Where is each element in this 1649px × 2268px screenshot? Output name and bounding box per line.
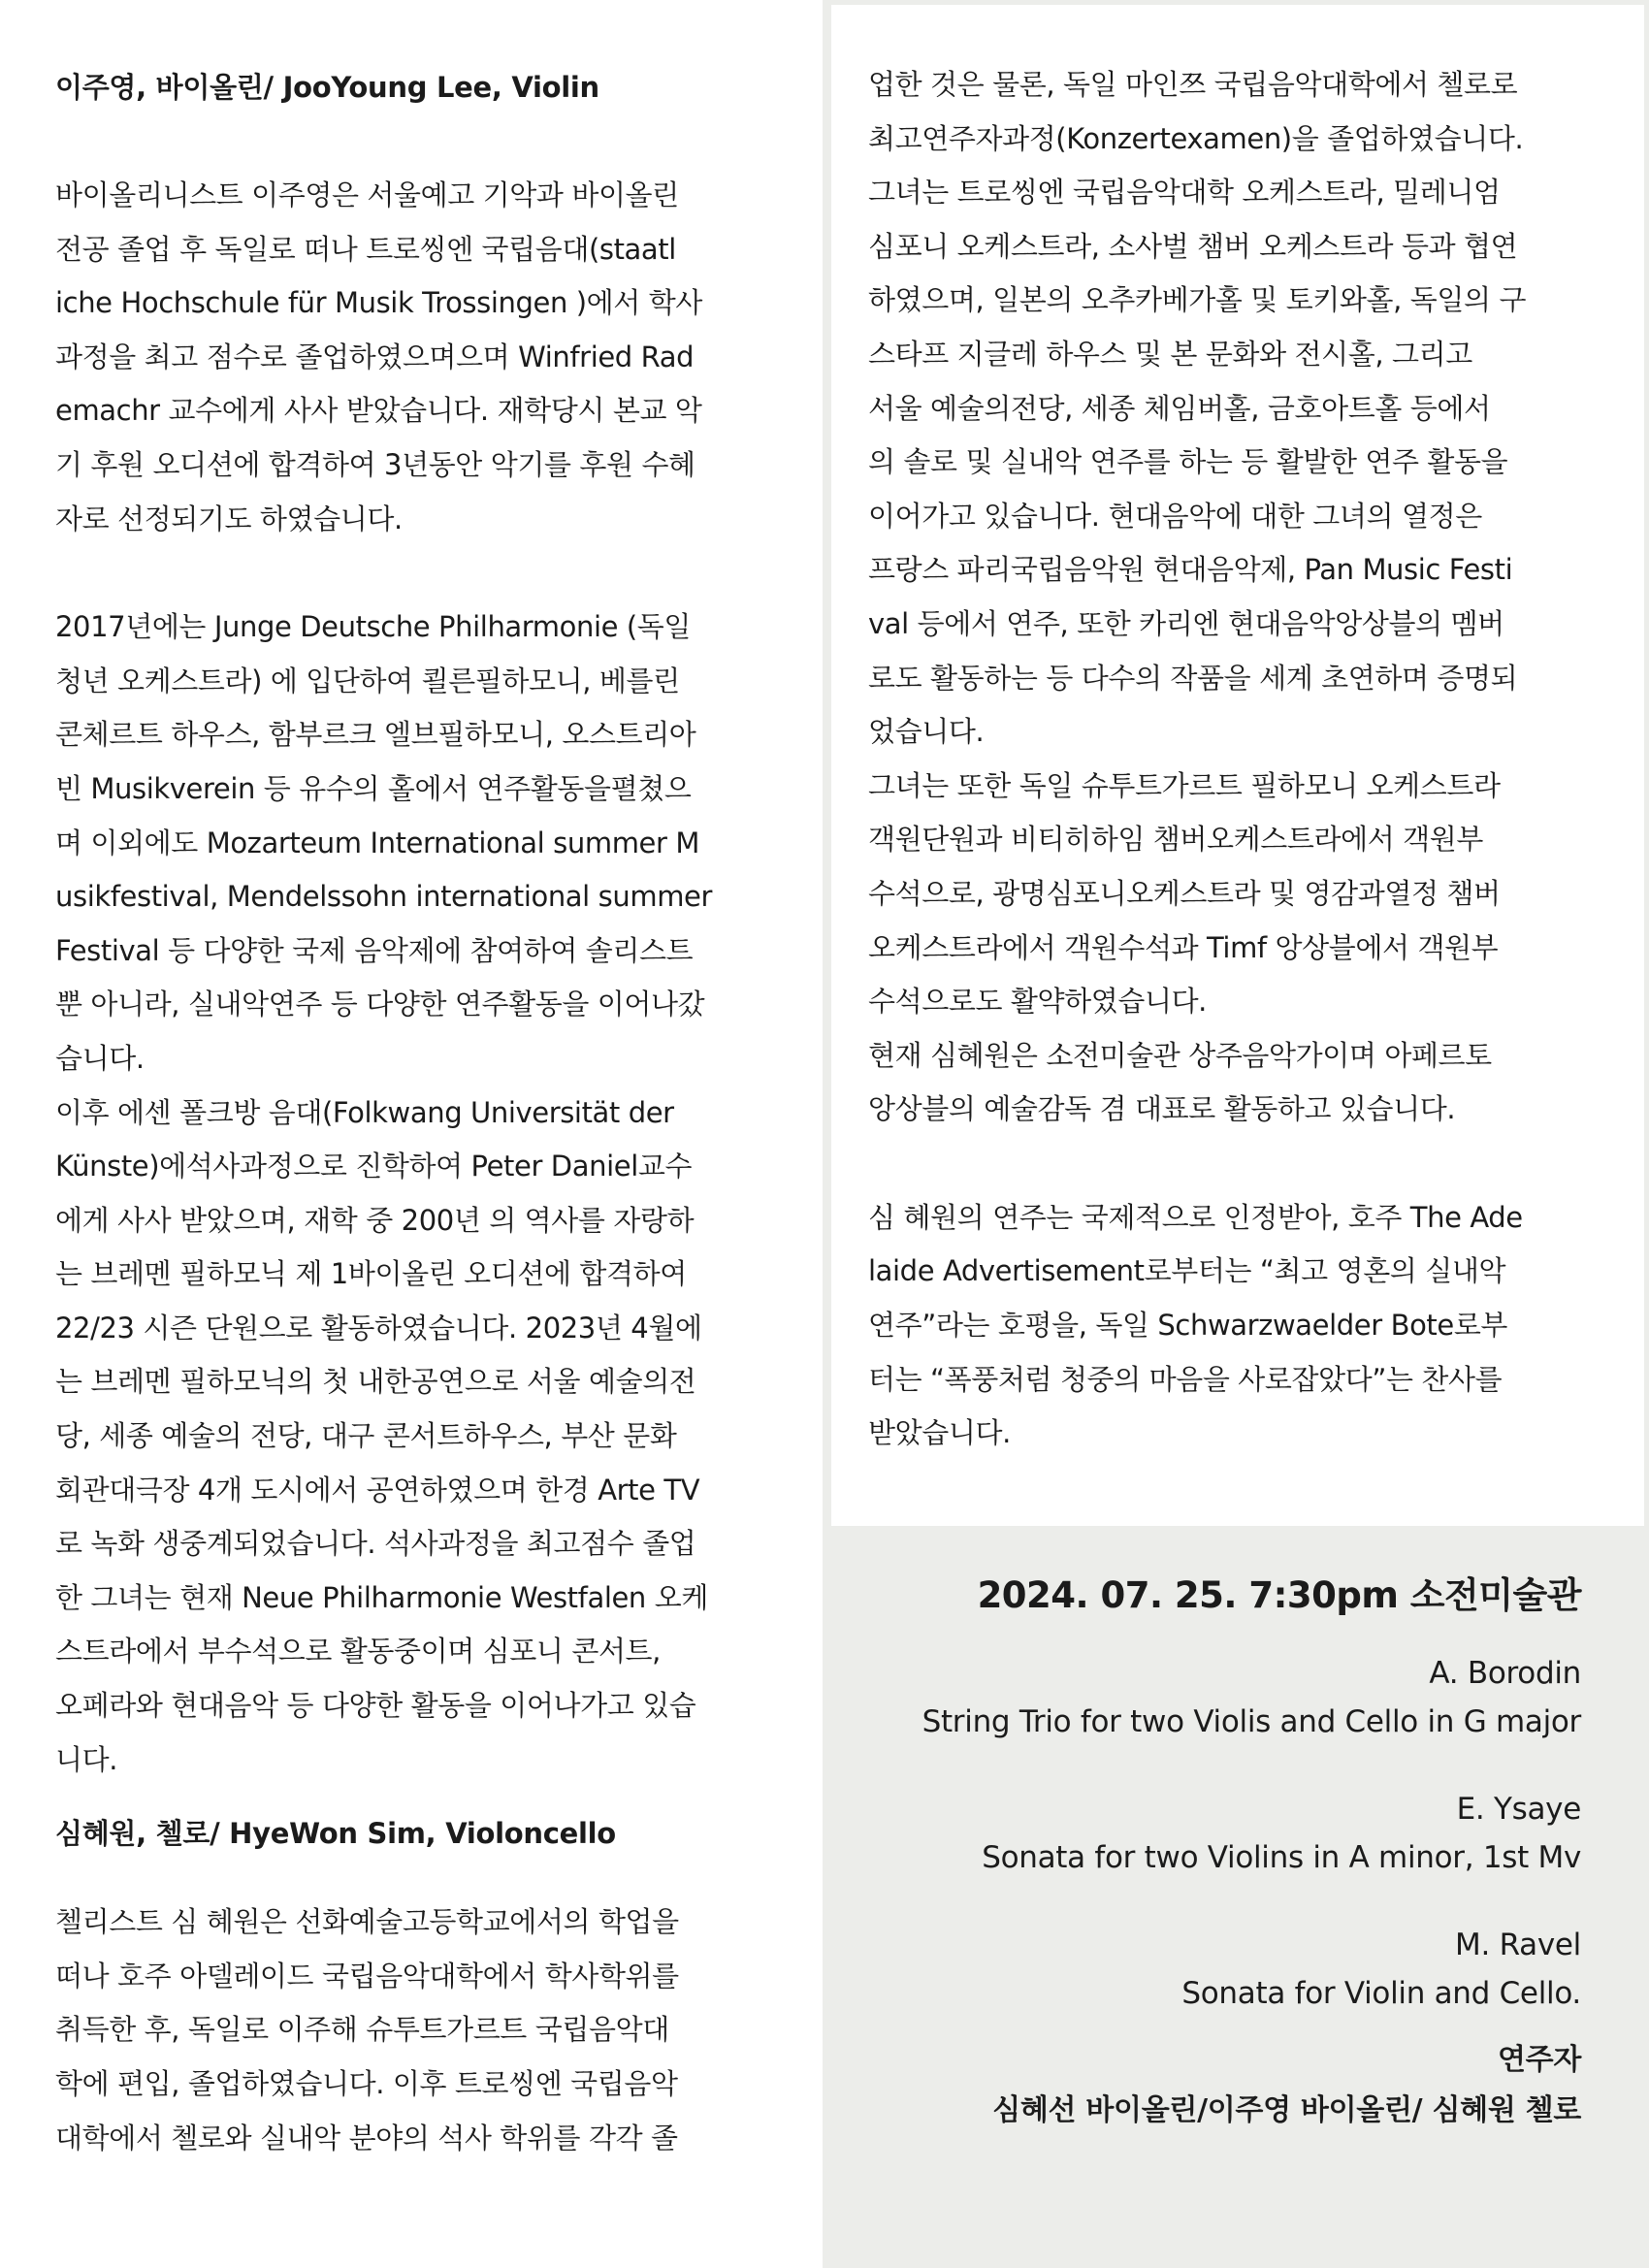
text-line: 받았습니다. xyxy=(868,1416,1011,1450)
text-line: 오케스트라에서 객원수석과 Timf 앙상블에서 객원부 xyxy=(868,930,1499,964)
text-line: 그녀는 트로씽엔 국립음악대학 오케스트라, 밀레니엄 xyxy=(868,176,1501,210)
program-item-ravel xyxy=(708,1921,1581,2018)
text-line: 하였으며, 일본의 오추카베가홀 및 토키와홀, 독일의 구 xyxy=(868,283,1527,317)
text-line: 이어가고 있습니다. 현대음악에 대한 그녀의 열정은 xyxy=(868,499,1482,533)
violinist-bio-paragraph-1 xyxy=(55,169,788,546)
text-line: 서울 예술의전당, 세종 체임버홀, 금호아트홀 등에서 xyxy=(868,391,1491,425)
left-biography-panel xyxy=(0,0,823,2268)
text-line: 스트라에서 부수석으로 활동중이며 심포니 콘서트, xyxy=(55,1635,661,1669)
violinist-bio-paragraph-2 xyxy=(55,600,788,1787)
performers-label: 연주자 xyxy=(1497,2043,1581,2077)
text-line: 의 솔로 및 실내악 연주를 하는 등 활발한 연주 활동을 xyxy=(868,445,1508,479)
text-line: iche Hochschule für Musik Trossingen )에서 학사 xyxy=(55,286,702,320)
text-line: Künste)에석사과정으로 진학하여 Peter Daniel교수 xyxy=(55,1150,693,1183)
concert-program xyxy=(708,1562,1581,2136)
text-line: 자로 선정되기도 하였습니다. xyxy=(55,502,403,535)
text-line: 오페라와 현대음악 등 다양한 활동을 이어나가고 있습 xyxy=(55,1689,696,1723)
text-line: 학에 편입, 졸업하였습니다. 이후 트로씽엔 국립음악 xyxy=(55,2067,678,2100)
text-line: 떠나 호주 아델레이드 국립음악대학에서 학사학위를 xyxy=(55,1959,679,1993)
text-line: Festival 등 다양한 국제 음악제에 참여하여 솔리스트 xyxy=(55,933,694,967)
text-line: 바이올리니스트 이주영은 서울예고 기악과 바이올린 xyxy=(55,178,679,211)
text-line: 연주”라는 호평을, 독일 Schwarzwaelder Bote로부 xyxy=(868,1309,1508,1343)
text-line: 과정을 최고 점수로 졸업하였으며으며 Winfried Rad xyxy=(55,340,695,373)
cellist-bio-paragraph-1 xyxy=(55,1895,788,2165)
text-line: 에게 사사 받았으며, 재학 중 200년 의 역사를 자랑하 xyxy=(55,1203,695,1237)
text-line: 수석으로도 활약하였습니다. xyxy=(868,985,1208,1019)
text-line: 는 브레멘 필하모닉 제 1바이올린 오디션에 합격하여 xyxy=(55,1257,687,1291)
piece-title: String Trio for two Violis and Cello in G major xyxy=(922,1704,1581,1739)
text-line: 현재 심혜원은 소전미술관 상주음악가이며 아페르토 xyxy=(868,1038,1492,1072)
text-line: laide Advertisement로부터는 “최고 영혼의 실내악 xyxy=(868,1254,1506,1288)
text-line: 청년 오케스트라) 에 입단하여 쾰른필하모니, 베를린 xyxy=(55,664,680,697)
text-line: 그녀는 또한 독일 슈투트가르트 필하모니 오케스트라 xyxy=(868,768,1501,802)
text-line: emachr 교수에게 사사 받았습니다. 재학당시 본교 악 xyxy=(55,394,702,428)
right-column xyxy=(868,65,1630,1461)
piece-title: Sonata for two Violins in A minor, 1st Mv xyxy=(982,1840,1581,1875)
text-line: 첼리스트 심 혜원은 선화예술고등학교에서의 학업을 xyxy=(55,1905,679,1939)
text-line: 업한 것은 물론, 독일 마인쯔 국립음악대학에서 첼로로 xyxy=(868,68,1518,101)
text-line: 이후 에센 폴크방 음대(Folkwang Universität der xyxy=(55,1095,674,1129)
text-line: 빈 Musikverein 등 유수의 홀에서 연주활동을펼쳤으 xyxy=(55,771,692,805)
text-line: 최고연주자과정(Konzertexamen)을 졸업하였습니다. xyxy=(868,121,1524,155)
text-line: 기 후원 오디션에 합격하여 3년동안 악기를 후원 수혜 xyxy=(55,447,695,481)
text-line: 콘체르트 하우스, 함부르크 엘브필하모니, 오스트리아 xyxy=(55,718,696,752)
cellist-bio-paragraph-2 xyxy=(868,58,1630,1137)
text-line: 로 녹화 생중계되었습니다. 석사과정을 최고점수 졸업 xyxy=(55,1527,696,1561)
text-line: 전공 졸업 후 독일로 떠나 트로씽엔 국립음대(staatl xyxy=(55,232,676,266)
text-line: 앙상블의 예술감독 겸 대표로 활동하고 있습니다. xyxy=(868,1092,1456,1126)
composer-name: E. Ysaye xyxy=(1456,1792,1581,1827)
text-line: val 등에서 연주, 또한 카리엔 현대음악앙상블의 멤버 xyxy=(868,606,1504,640)
text-line: 뿐 아니라, 실내악연주 등 다양한 연주활동을 이어나갔 xyxy=(55,988,705,1021)
text-line: 로도 활동하는 등 다수의 작품을 세계 초연하며 증명되 xyxy=(868,661,1518,695)
right-biography-panel xyxy=(831,5,1644,1526)
piece-title: Sonata for Violin and Cello. xyxy=(1181,1976,1581,2011)
program-item-borodin xyxy=(708,1649,1581,1746)
text-line: 심 혜원의 연주는 국제적으로 인정받아, 호주 The Ade xyxy=(868,1200,1523,1234)
violinist-heading: 이주영, 바이올린/ JooYoung Lee, Violin xyxy=(55,71,599,104)
text-line: 객원단원과 비티히하임 챔버오케스트라에서 객원부 xyxy=(868,823,1483,857)
text-line: 2017년에는 Junge Deutsche Philharmonie (독일 xyxy=(55,610,692,644)
text-line: 심포니 오케스트라, 소사벌 챔버 오케스트라 등과 협연 xyxy=(868,229,1518,263)
text-line: 수석으로, 광명심포니오케스트라 및 영감과열정 챔버 xyxy=(868,876,1501,910)
program-item-ysaye xyxy=(708,1785,1581,1882)
text-line: 22/23 시즌 단원으로 활동하였습니다. 2023년 4월에 xyxy=(55,1311,702,1345)
left-column xyxy=(55,60,788,2165)
concert-date-venue: 2024. 07. 25. 7:30pm 소전미술관 xyxy=(977,1574,1581,1616)
text-line: 취득한 후, 독일로 이주해 슈투트가르트 국립음악대 xyxy=(55,2013,669,2047)
text-line: 는 브레멘 필하모닉의 첫 내한공연으로 서울 예술의전 xyxy=(55,1365,696,1399)
text-line: usikfestival, Mendelssohn international summer xyxy=(55,880,713,914)
cellist-heading: 심혜원, 첼로/ HyeWon Sim, Violoncello xyxy=(55,1817,616,1851)
cellist-bio-paragraph-3 xyxy=(868,1191,1630,1461)
composer-name: A. Borodin xyxy=(1429,1656,1581,1691)
text-line: 한 그녀는 현재 Neue Philharmonie Westfalen 오케 xyxy=(55,1580,708,1614)
text-line: 습니다. xyxy=(55,1041,145,1075)
text-line: 당, 세종 예술의 전당, 대구 콘서트하우스, 부산 문화 xyxy=(55,1419,677,1453)
text-line: 스타프 지글레 하우스 및 본 문화와 전시홀, 그리고 xyxy=(868,337,1472,371)
text-line: 프랑스 파리국립음악원 현대음악제, Pan Music Festi xyxy=(868,553,1513,587)
composer-name: M. Ravel xyxy=(1455,1928,1581,1962)
text-line: 회관대극장 4개 도시에서 공연하였으며 한경 Arte TV xyxy=(55,1473,700,1507)
text-line: 터는 “폭풍처럼 청중의 마음을 사로잡았다”는 찬사를 xyxy=(868,1362,1503,1396)
text-line: 니다. xyxy=(55,1742,118,1776)
text-line: 며 이외에도 Mozarteum International summer M xyxy=(55,826,699,859)
performers-list: 심혜선 바이올린/이주영 바이올린/ 심혜원 첼로 xyxy=(992,2093,1581,2127)
text-line: 었습니다. xyxy=(868,715,985,749)
text-line: 대학에서 첼로와 실내악 분야의 석사 학위를 각각 졸 xyxy=(55,2121,678,2155)
